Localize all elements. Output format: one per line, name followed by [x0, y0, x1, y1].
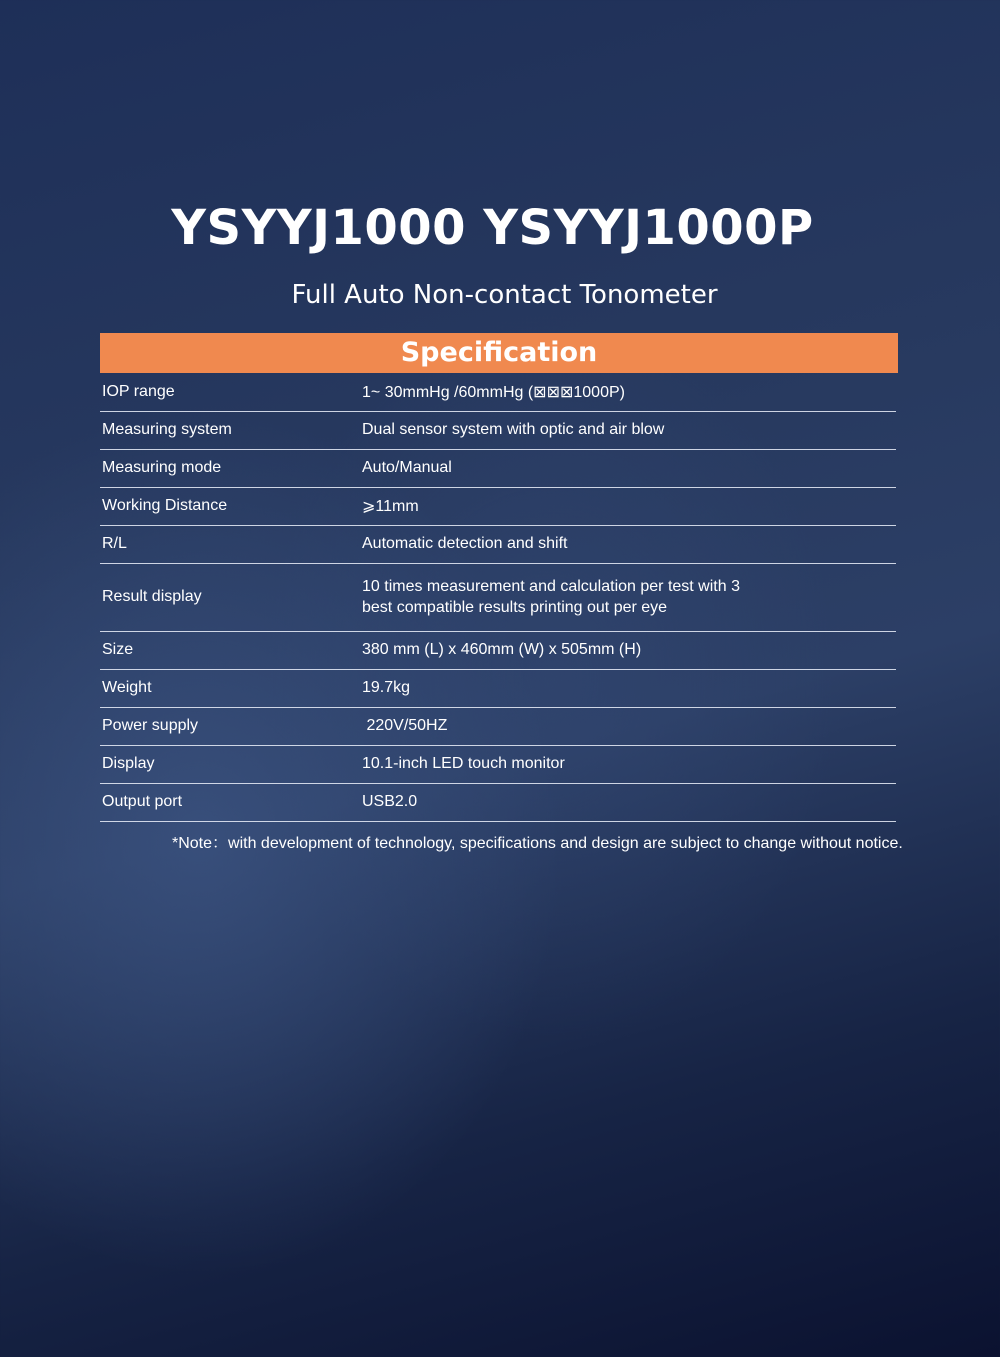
spec-value: 220V/50HZ: [360, 707, 896, 745]
spec-label: Output port: [100, 783, 360, 821]
spec-row-display: [100, 745, 896, 783]
spec-value: Auto/Manual: [360, 449, 896, 487]
spec-label: Display: [100, 745, 360, 783]
spec-value: 380 mm (L) x 460mm (W) x 505mm (H): [360, 631, 896, 669]
spec-value-cell: [360, 563, 896, 631]
spec-row-rl: [100, 525, 896, 563]
spec-row-result-display: [100, 563, 896, 631]
spec-value: Automatic detection and shift: [360, 525, 896, 563]
product-title: YSYYJ1000 YSYYJ1000P: [171, 200, 814, 256]
spec-row-weight: [100, 669, 896, 707]
spec-label: IOP range: [100, 373, 360, 411]
spec-row-output-port: [100, 783, 896, 821]
spec-label: Result display: [100, 563, 360, 631]
spec-label: Power supply: [100, 707, 360, 745]
disclaimer-note: *Note：with development of technology, specifications and design are subject to change without notice.: [172, 835, 903, 852]
spec-value: 10 times measurement and calculation per test with 3 best compatible results printing out per eye: [362, 578, 740, 616]
spec-value: ⩾11mm: [360, 487, 896, 525]
product-subtitle: Full Auto Non-contact Tonometer: [291, 280, 718, 310]
spec-row-measuring-system: [100, 411, 896, 449]
spec-value: Dual sensor system with optic and air blow: [360, 411, 896, 449]
spec-label: R/L: [100, 525, 360, 563]
specification-table: [100, 373, 896, 822]
spec-label: Weight: [100, 669, 360, 707]
spec-label: Working Distance: [100, 487, 360, 525]
spec-label: Measuring system: [100, 411, 360, 449]
specification-header: Specification: [100, 333, 898, 373]
spec-row-working-distance: [100, 487, 896, 525]
spec-row-size: [100, 631, 896, 669]
spec-value: 19.7kg: [360, 669, 896, 707]
spec-row-measuring-mode: [100, 449, 896, 487]
spec-row-iop-range: [100, 373, 896, 411]
spec-value: USB2.0: [360, 783, 896, 821]
spec-value: 10.1-inch LED touch monitor: [360, 745, 896, 783]
spec-label: Size: [100, 631, 360, 669]
spec-value: 1~ 30mmHg /60mmHg (⊠⊠⊠1000P): [360, 373, 896, 411]
spec-row-power-supply: [100, 707, 896, 745]
spec-label: Measuring mode: [100, 449, 360, 487]
